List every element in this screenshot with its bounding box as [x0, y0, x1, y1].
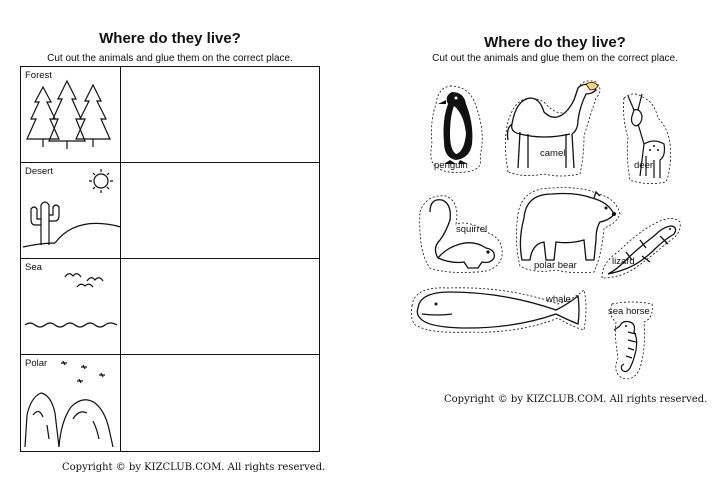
whale-icon: [408, 282, 590, 338]
animal-label: lizard: [612, 256, 635, 267]
glue-area[interactable]: [121, 67, 319, 162]
animal-label: sea horse: [608, 306, 650, 317]
waves-birds-icon: [21, 259, 121, 355]
lizard-icon: [598, 212, 684, 284]
habitat-label: Forest: [25, 70, 52, 81]
habitat-picture-cell: [21, 355, 121, 451]
trees-icon: [21, 67, 121, 163]
animal-cutout-squirrel[interactable]: [416, 192, 506, 276]
glue-area[interactable]: [121, 163, 319, 258]
animal-cutout-penguin[interactable]: [426, 84, 488, 176]
animal-cutout-whale[interactable]: [408, 282, 590, 338]
habitat-row-forest: [21, 67, 319, 163]
habitat-label: Sea: [25, 262, 42, 273]
animal-cutout-camel[interactable]: [500, 76, 606, 180]
icebergs-snow-icon: [21, 355, 121, 451]
glue-area[interactable]: [121, 355, 319, 451]
habitat-row-sea: [21, 259, 319, 355]
copyright-text: Copyright © by KIZCLUB.COM. All rights reserved.: [444, 394, 708, 405]
habitat-row-desert: [21, 163, 319, 259]
animal-label: whale: [546, 294, 571, 305]
animal-label: penguin: [434, 160, 468, 171]
animal-label: deer: [634, 160, 654, 171]
animal-label: polar bear: [534, 260, 577, 271]
deer-icon: [620, 88, 676, 186]
page-title: Where do they live?: [99, 30, 241, 47]
habitat-picture-cell: [21, 67, 121, 162]
camel-icon: [500, 76, 606, 180]
habitat-label: Desert: [25, 166, 53, 177]
instruction-text: Cut out the animals and glue them on the correct place.: [47, 53, 293, 64]
habitat-picture-cell: [21, 259, 121, 354]
animal-cutout-deer[interactable]: [620, 88, 676, 186]
glue-area[interactable]: [121, 259, 319, 354]
animal-label: camel: [540, 148, 566, 159]
animal-label: squirrel: [456, 224, 488, 235]
habitat-row-polar: [21, 355, 319, 451]
cactus-sun-icon: [21, 163, 121, 259]
habitat-picture-cell: [21, 163, 121, 258]
habitat-worksheet: [0, 0, 340, 496]
instruction-text: Cut out the animals and glue them on the correct place.: [432, 53, 678, 64]
animal-cutout-lizard[interactable]: [598, 212, 684, 284]
animal-cutout-sea-horse[interactable]: [604, 298, 660, 382]
copyright-text: Copyright © by KIZCLUB.COM. All rights reserved.: [62, 462, 326, 473]
page-title: Where do they live?: [484, 34, 626, 51]
animal-cutouts-page: [390, 0, 720, 496]
habitat-label: Polar: [25, 358, 48, 369]
habitat-table: [20, 66, 320, 452]
